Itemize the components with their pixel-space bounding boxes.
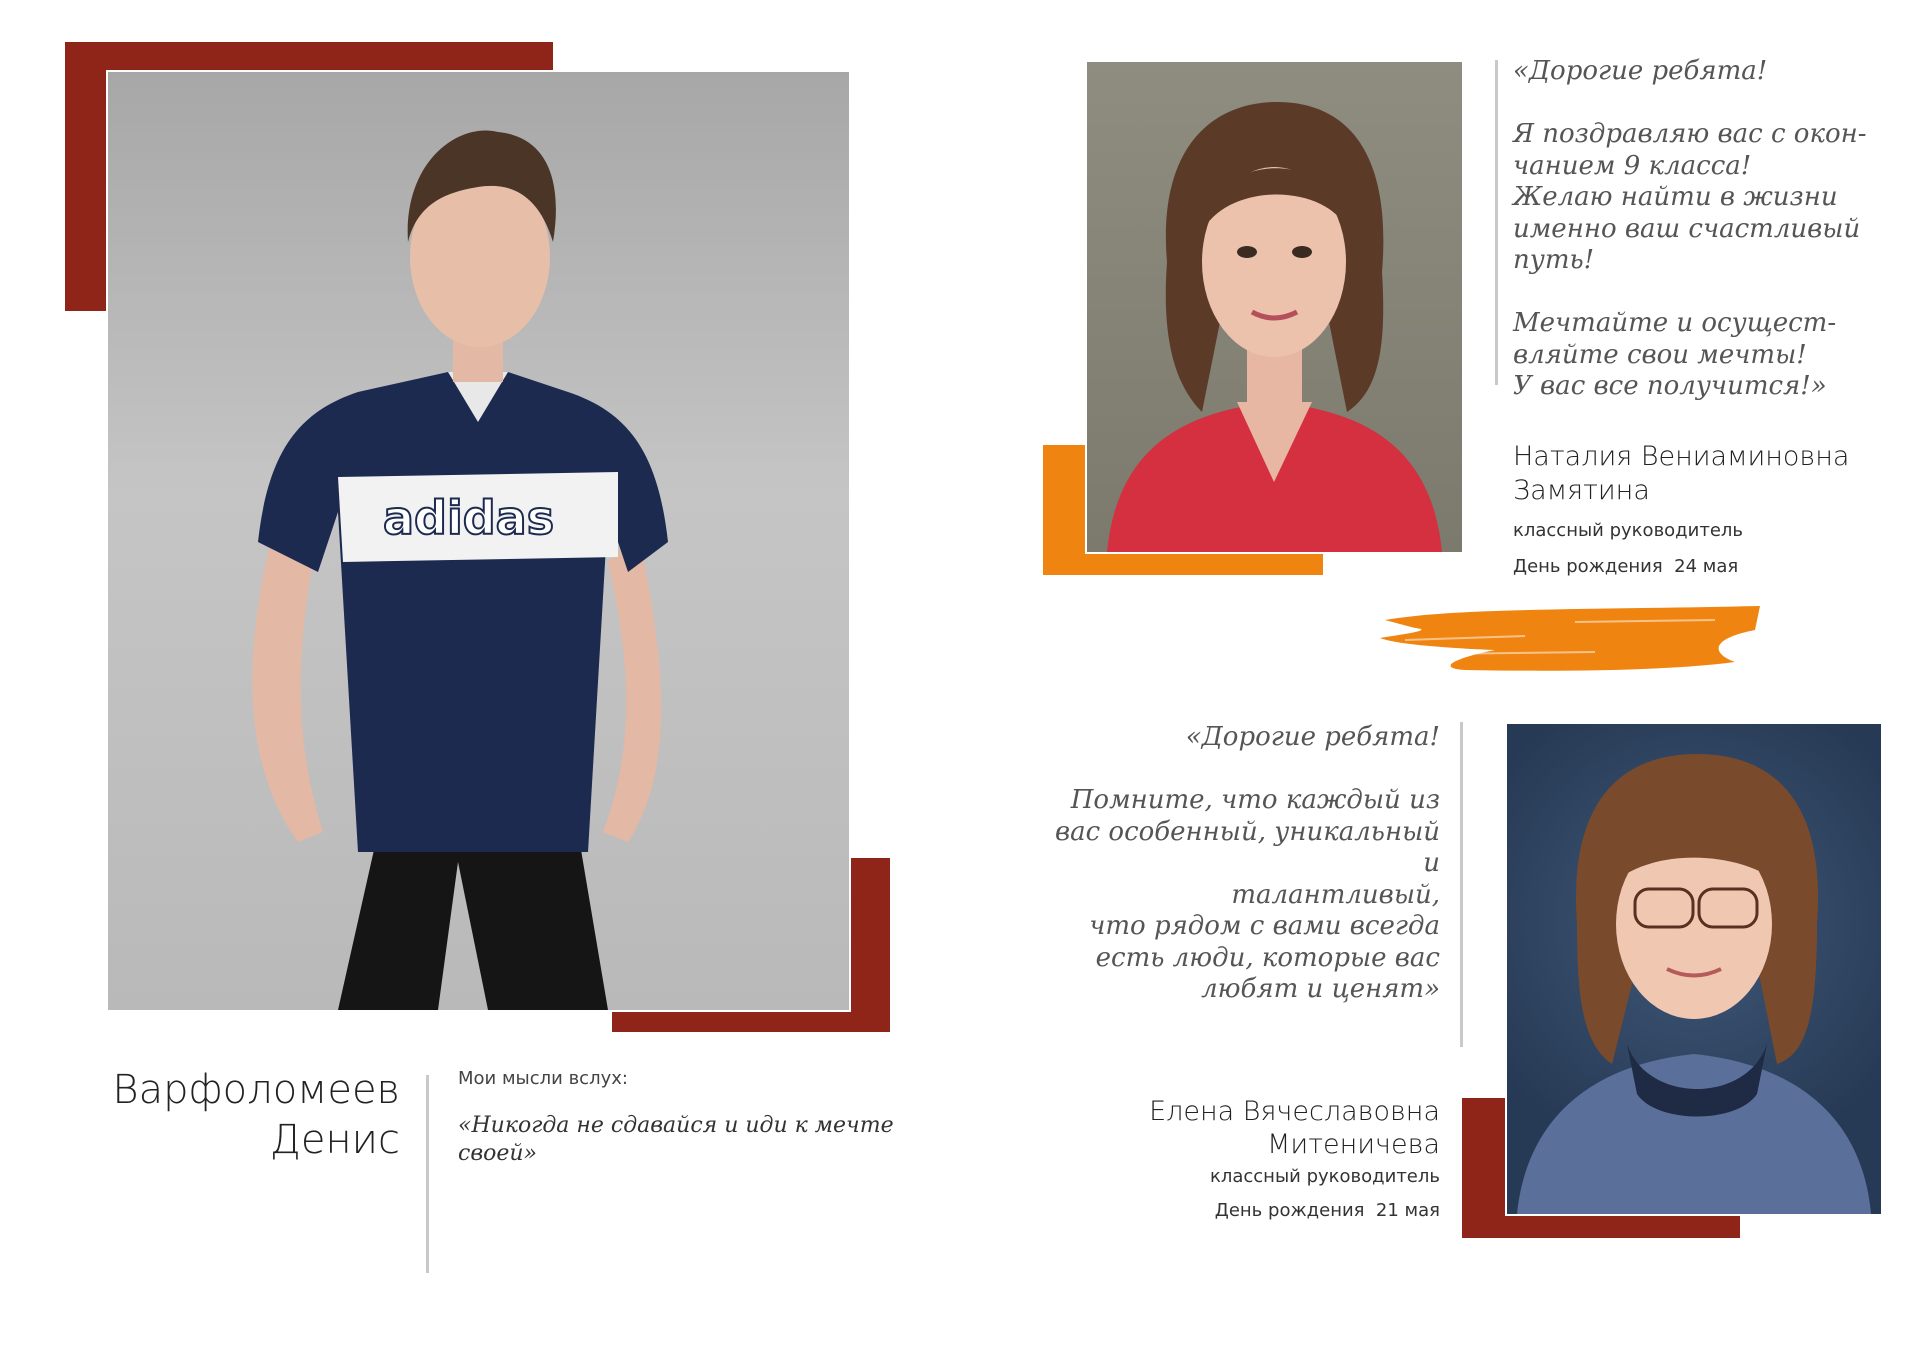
student-name	[60, 1065, 400, 1165]
teacher2-figure-illustration	[1507, 724, 1881, 1214]
teacher1-quote-line: путь!	[1513, 245, 1595, 275]
teacher2-quote-line	[1030, 754, 1440, 786]
teacher2-quote-line: Помните, что каждый из	[1070, 785, 1440, 815]
teacher1-name-line1: Наталия Вениаминовна	[1513, 441, 1850, 472]
student-quote	[458, 1112, 928, 1168]
teacher2-quote-line: любят и ценят»	[1201, 974, 1440, 1004]
teacher2-name-line1: Елена Вячеславовна	[1149, 1096, 1440, 1127]
teacher1-quote-line: Желаю найти в жизни	[1513, 182, 1838, 212]
teacher2-quote-line: «Дорогие ребята!	[1185, 722, 1440, 752]
teacher1-quote-line: У вас все получится!»	[1513, 371, 1827, 401]
teacher2-quote-line: что рядом с вами всегда	[1089, 911, 1440, 941]
teacher1-quote-line: вляйте свои мечты!	[1513, 339, 1807, 370]
teacher1-role: классный руководитель	[1513, 520, 1744, 541]
teacher2-quote-line: вас особенный, уникальный и	[1054, 816, 1440, 878]
teacher1-quote-line: чанием 9 класса!	[1513, 150, 1752, 181]
teacher2-photo	[1505, 722, 1883, 1216]
teacher2-quote-line: есть люди, которые вас	[1095, 942, 1440, 973]
teacher2-birthday: День рождения 21 мая	[1214, 1200, 1440, 1221]
teacher2-role: классный руководитель	[1209, 1166, 1440, 1187]
teacher1-quote-line: именно ваш счастливый	[1513, 213, 1861, 244]
student-thoughts-label: Мои мысли вслух:	[458, 1068, 628, 1089]
teacher1-quote-line	[1513, 88, 1913, 120]
student-quote-line1: «Никогда не сдавайся и иди к мечте	[458, 1113, 894, 1138]
teacher2-quote	[1030, 722, 1440, 1006]
teacher1-birthday: День рождения 24 мая	[1513, 556, 1739, 577]
student-name-line2: Денис	[269, 1117, 400, 1163]
teacher1-figure-illustration	[1087, 62, 1462, 552]
teacher1-photo	[1085, 60, 1464, 554]
teacher1-divider	[1495, 60, 1498, 385]
teacher2-divider	[1460, 722, 1463, 1047]
student-name-line1: Варфоломеев	[112, 1067, 400, 1113]
student-divider	[426, 1075, 429, 1273]
teacher1-name	[1513, 440, 1849, 508]
orange-brush-stroke	[1375, 600, 1765, 680]
teacher1-name-line2: Замятина	[1513, 475, 1650, 506]
svg-text:adidas: adidas	[383, 491, 555, 545]
student-quote-line2: своей»	[458, 1141, 538, 1166]
teacher1-quote-line: Я поздравляю вас с окон-	[1513, 119, 1867, 149]
teacher1-quote-line	[1513, 277, 1913, 309]
teacher1-quote	[1513, 56, 1913, 403]
teacher2-name	[1040, 1095, 1440, 1161]
teacher2-name-line2: Митеничева	[1267, 1129, 1440, 1160]
student-photo	[106, 70, 851, 1012]
teacher2-quote-line: талантливый,	[1231, 879, 1440, 910]
teacher1-quote-line: «Дорогие ребята!	[1513, 56, 1768, 86]
student-figure-illustration	[108, 72, 849, 1010]
teacher1-quote-line: Мечтайте и осущест-	[1513, 308, 1837, 338]
